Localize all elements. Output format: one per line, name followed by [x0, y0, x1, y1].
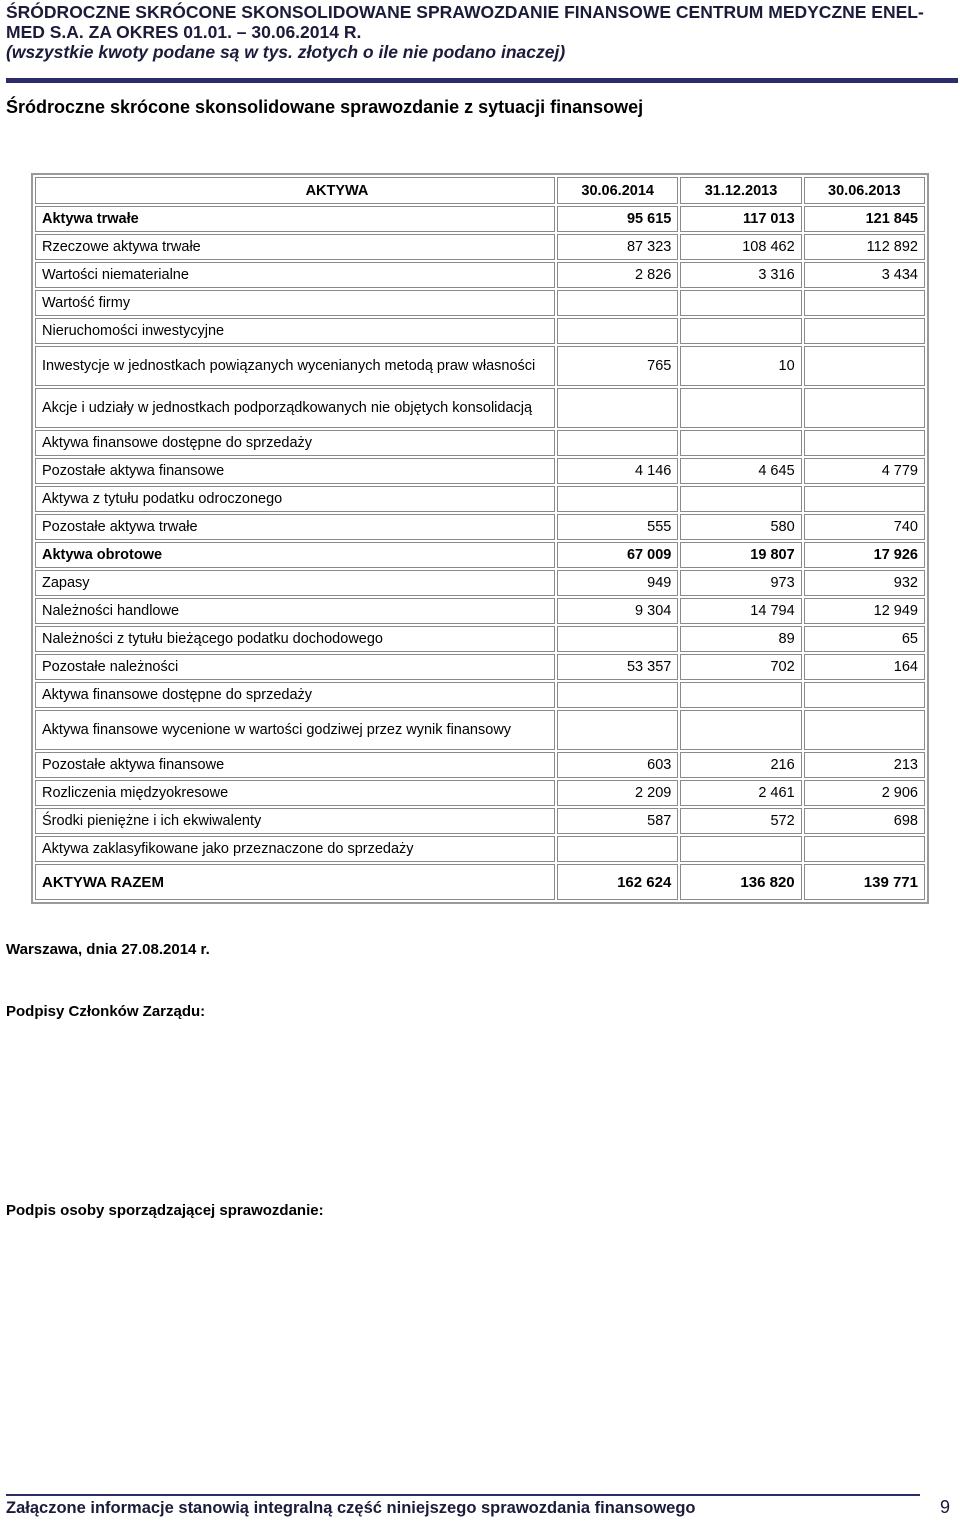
total-value: 162 624: [557, 864, 678, 900]
table-header-row: [35, 177, 925, 204]
row-value: 702: [680, 654, 801, 680]
row-label: Rozliczenia międzyokresowe: [35, 780, 555, 806]
table-row: [35, 626, 925, 652]
table-row: [35, 570, 925, 596]
row-value: 3 434: [804, 262, 925, 288]
row-value: [680, 682, 801, 708]
table-row: [35, 780, 925, 806]
row-value: 10: [680, 346, 801, 386]
preparer-signature-label: Podpis osoby sporządzającej sprawozdanie:: [6, 1202, 324, 1219]
row-value: [557, 290, 678, 316]
table-row: [35, 808, 925, 834]
row-value: 572: [680, 808, 801, 834]
column-header-date: 30.06.2014: [557, 177, 678, 204]
row-label: Aktywa finansowe dostępne do sprzedaży: [35, 682, 555, 708]
row-value: 117 013: [680, 206, 801, 232]
row-value: 603: [557, 752, 678, 778]
row-value: [557, 430, 678, 456]
row-value: 67 009: [557, 542, 678, 568]
row-label: Nieruchomości inwestycyjne: [35, 318, 555, 344]
row-value: 698: [804, 808, 925, 834]
table-row: [35, 262, 925, 288]
row-value: 587: [557, 808, 678, 834]
table-row: [35, 682, 925, 708]
row-value: [680, 318, 801, 344]
row-label: Aktywa z tytułu podatku odroczonego: [35, 486, 555, 512]
row-value: [680, 710, 801, 750]
table-row: [35, 836, 925, 862]
row-label: Akcje i udziały w jednostkach podporządkowanych nie objętych konsolidacją: [35, 388, 555, 428]
row-value: 17 926: [804, 542, 925, 568]
row-value: [557, 836, 678, 862]
row-value: 765: [557, 346, 678, 386]
row-value: 932: [804, 570, 925, 596]
row-label: Pozostałe aktywa finansowe: [35, 752, 555, 778]
balance-sheet-table: [31, 173, 929, 904]
row-value: 14 794: [680, 598, 801, 624]
row-value: [804, 318, 925, 344]
table-row: [35, 388, 925, 428]
row-value: 2 209: [557, 780, 678, 806]
footer-rule: [6, 1494, 920, 1496]
row-value: [680, 430, 801, 456]
row-value: [804, 682, 925, 708]
row-value: [680, 388, 801, 428]
row-value: 213: [804, 752, 925, 778]
row-label: Pozostałe aktywa finansowe: [35, 458, 555, 484]
row-label: Aktywa obrotowe: [35, 542, 555, 568]
table-row: [35, 542, 925, 568]
row-label: Wartość firmy: [35, 290, 555, 316]
row-value: [557, 710, 678, 750]
document-header: [6, 2, 956, 62]
column-header-label: AKTYWA: [35, 177, 555, 204]
header-line-3: (wszystkie kwoty podane są w tys. złotych o ile nie podano inaczej): [6, 42, 566, 62]
row-label: Należności handlowe: [35, 598, 555, 624]
row-value: 53 357: [557, 654, 678, 680]
row-value: 4 146: [557, 458, 678, 484]
row-label: Środki pieniężne i ich ekwiwalenty: [35, 808, 555, 834]
table-row: [35, 598, 925, 624]
row-value: [804, 710, 925, 750]
row-value: 580: [680, 514, 801, 540]
table-row: [35, 710, 925, 750]
total-label: AKTYWA RAZEM: [35, 864, 555, 900]
table-row: [35, 206, 925, 232]
row-value: 9 304: [557, 598, 678, 624]
footer-note: Załączone informacje stanowią integralną część niniejszego sprawozdania finansowego: [6, 1499, 696, 1517]
row-value: [804, 388, 925, 428]
row-value: 3 316: [680, 262, 801, 288]
row-value: 108 462: [680, 234, 801, 260]
header-line-2: MED S.A. ZA OKRES 01.01. – 30.06.2014 R.: [6, 22, 362, 42]
row-value: 164: [804, 654, 925, 680]
header-rule: [6, 78, 958, 83]
row-value: [804, 346, 925, 386]
table-row: [35, 234, 925, 260]
row-value: [680, 486, 801, 512]
row-value: 973: [680, 570, 801, 596]
row-label: Pozostałe aktywa trwałe: [35, 514, 555, 540]
table-row: [35, 346, 925, 386]
row-value: [557, 388, 678, 428]
table-row: [35, 458, 925, 484]
row-label: Aktywa finansowe wycenione w wartości godziwej przez wynik finansowy: [35, 710, 555, 750]
row-value: [557, 682, 678, 708]
place-and-date: Warszawa, dnia 27.08.2014 r.: [6, 941, 210, 958]
row-value: 216: [680, 752, 801, 778]
row-label: Aktywa trwałe: [35, 206, 555, 232]
row-value: 112 892: [804, 234, 925, 260]
row-label: Należności z tytułu bieżącego podatku dochodowego: [35, 626, 555, 652]
row-value: 95 615: [557, 206, 678, 232]
column-header-date: 31.12.2013: [680, 177, 801, 204]
row-value: [804, 486, 925, 512]
row-value: 87 323: [557, 234, 678, 260]
row-value: 2 826: [557, 262, 678, 288]
table-row: [35, 752, 925, 778]
row-value: 19 807: [680, 542, 801, 568]
table-row: [35, 654, 925, 680]
row-value: [804, 430, 925, 456]
row-value: [557, 486, 678, 512]
table-row: [35, 318, 925, 344]
row-label: Rzeczowe aktywa trwałe: [35, 234, 555, 260]
row-value: 4 779: [804, 458, 925, 484]
row-label: Aktywa zaklasyfikowane jako przeznaczone do sprzedaży: [35, 836, 555, 862]
header-line-1: ŚRÓDROCZNE SKRÓCONE SKONSOLIDOWANE SPRAWOZDANIE FINANSOWE CENTRUM MEDYCZNE ENEL-: [6, 2, 924, 22]
row-label: Zapasy: [35, 570, 555, 596]
column-header-date: 30.06.2013: [804, 177, 925, 204]
row-value: 949: [557, 570, 678, 596]
row-label: Aktywa finansowe dostępne do sprzedaży: [35, 430, 555, 456]
row-value: [680, 836, 801, 862]
row-value: [557, 626, 678, 652]
row-value: [804, 290, 925, 316]
row-value: 65: [804, 626, 925, 652]
total-value: 136 820: [680, 864, 801, 900]
total-value: 139 771: [804, 864, 925, 900]
row-label: Inwestycje w jednostkach powiązanych wycenianych metodą praw własności: [35, 346, 555, 386]
row-value: [680, 290, 801, 316]
statement-title: Śródroczne skrócone skonsolidowane sprawozdanie z sytuacji finansowej: [6, 97, 644, 117]
table-row: [35, 514, 925, 540]
row-label: Pozostałe należności: [35, 654, 555, 680]
row-value: [557, 318, 678, 344]
row-value: 740: [804, 514, 925, 540]
row-value: 121 845: [804, 206, 925, 232]
row-value: [804, 836, 925, 862]
page-number: 9: [940, 1497, 951, 1517]
row-value: 555: [557, 514, 678, 540]
row-value: 2 906: [804, 780, 925, 806]
row-value: 89: [680, 626, 801, 652]
table-row: [35, 290, 925, 316]
total-row: [35, 864, 925, 900]
table-row: [35, 430, 925, 456]
row-value: 4 645: [680, 458, 801, 484]
row-value: 2 461: [680, 780, 801, 806]
table-row: [35, 486, 925, 512]
row-label: Wartości niematerialne: [35, 262, 555, 288]
row-value: 12 949: [804, 598, 925, 624]
board-signatures-label: Podpisy Członków Zarządu:: [6, 1003, 206, 1020]
